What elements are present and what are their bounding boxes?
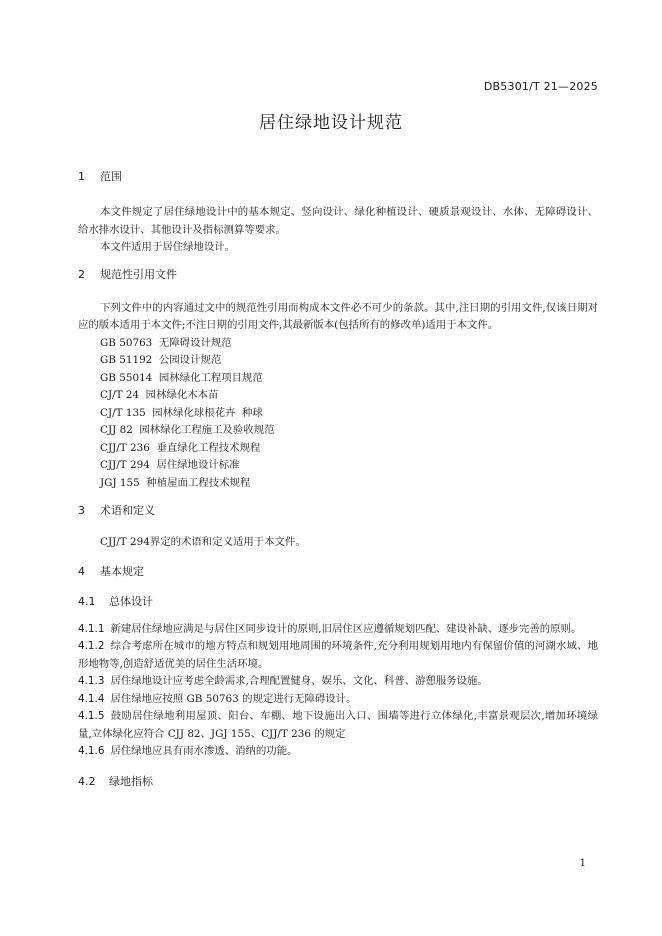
section-number: 4 xyxy=(78,564,85,578)
clause-text: 居住绿地应按照 GB 50763 的规定进行无障碍设计。 xyxy=(110,692,357,705)
section-number: 1 xyxy=(78,170,85,183)
clause xyxy=(78,638,598,673)
subsection-title: 绿地指标 xyxy=(109,774,153,788)
clause-number: 4.1.3 xyxy=(78,675,105,687)
section-heading-basic xyxy=(78,563,598,581)
clause xyxy=(78,743,598,761)
subsection-number: 4.1 xyxy=(78,594,96,608)
subsection-heading-overall-design xyxy=(78,593,598,611)
clause-number: 4.1.5 xyxy=(78,710,105,722)
section-title: 规范性引用文件 xyxy=(100,267,177,281)
clause xyxy=(78,691,598,709)
references-intro: 下列文件中的内容通过文中的规范性引用而构成本文件必不可少的条款。其中,注日期的引用文件,仅该日期对应的版本适用于本文件;不注日期的引用文件,其最新版本(包括所有的修改单)适用于本文件。 xyxy=(78,301,598,331)
section-title: 范围 xyxy=(100,170,122,183)
scope-paragraph-1: 本文件规定了居住绿地设计中的基本规定、竖向设计、绿化种植设计、硬质景观设计、水体、无障碍设计、给水排水设计、其他设计及指标测算等要求。 xyxy=(78,206,598,236)
subsection-number: 4.2 xyxy=(78,774,96,788)
section-title: 基本规定 xyxy=(100,564,144,578)
scope-paragraph-2: 本文件适用于居住绿地设计。 xyxy=(100,241,236,253)
subsection-title: 总体设计 xyxy=(109,594,153,608)
clause xyxy=(78,673,598,691)
section-heading-references xyxy=(78,266,598,284)
section-number: 3 xyxy=(78,504,85,517)
page-title: 居住绿地设计规范 xyxy=(259,113,403,133)
clause-number: 4.1.6 xyxy=(78,745,105,757)
document-body xyxy=(78,168,598,791)
reference-item: CJJ/T 294 居住绿地设计标准 xyxy=(100,459,240,471)
clause xyxy=(78,621,598,639)
section-heading-terms xyxy=(78,502,598,520)
clause xyxy=(78,708,598,743)
section-heading-scope xyxy=(78,168,598,186)
subsection-heading-green-indicators xyxy=(78,773,598,791)
clause-number: 4.1.1 xyxy=(78,622,105,635)
reference-item: JGJ 155 种植屋面工程技术规程 xyxy=(100,476,251,489)
clause-text: 鼓励居住绿地利用屋顶、阳台、车棚、地下设施出入口、围墙等进行立体绿化,丰富景观层次,增加环境绿量,立体绿化应符合 CJJ 82、JGJ 155、CJJ/T 236 的规定 xyxy=(78,710,598,740)
document-code: DB5301/T 21—2025 xyxy=(483,80,598,93)
reference-item: GB 55014 园林绿化工程项目规范 xyxy=(100,371,263,384)
reference-item: CJ/T 24 园林绿化木本苗 xyxy=(100,389,219,401)
clause-text: 居住绿地应具有雨水渗透、消纳的功能。 xyxy=(110,745,298,757)
page-number: 1 xyxy=(579,858,586,869)
clause-text: 居住绿地设计应考虑全龄需求,合理配置健身、娱乐、文化、科普、游憩服务设施。 xyxy=(110,675,488,687)
clause-number: 4.1.4 xyxy=(78,692,105,705)
clause-number: 4.1.2 xyxy=(78,640,105,652)
section-number: 2 xyxy=(78,267,85,281)
clause-text: 综合考虑所在城市的地方特点和规划用地周围的环境条件,充分利用规划用地内有保留价值的河湖水域、地形地物等,创造舒适优美的居住生活环境。 xyxy=(78,640,598,670)
section-title: 术语和定义 xyxy=(100,504,155,517)
reference-item: GB 50763 无障碍设计规范 xyxy=(100,336,232,349)
terms-paragraph: CJJ/T 294界定的术语和定义适用于本文件。 xyxy=(100,536,306,548)
clause-text: 新建居住绿地应满足与居住区同步设计的原则,旧居住区应遵循规划匹配、建设补缺、逐步完善的原则。 xyxy=(110,622,582,635)
reference-item: GB 51192 公园设计规范 xyxy=(100,354,222,366)
reference-item: CJJ 82 园林绿化工程施工及验收规范 xyxy=(100,424,275,436)
reference-item: CJ/T 135 园林绿化球根花卉 种球 xyxy=(100,406,263,419)
reference-item: CJJ/T 236 垂直绿化工程技术规程 xyxy=(100,441,261,454)
